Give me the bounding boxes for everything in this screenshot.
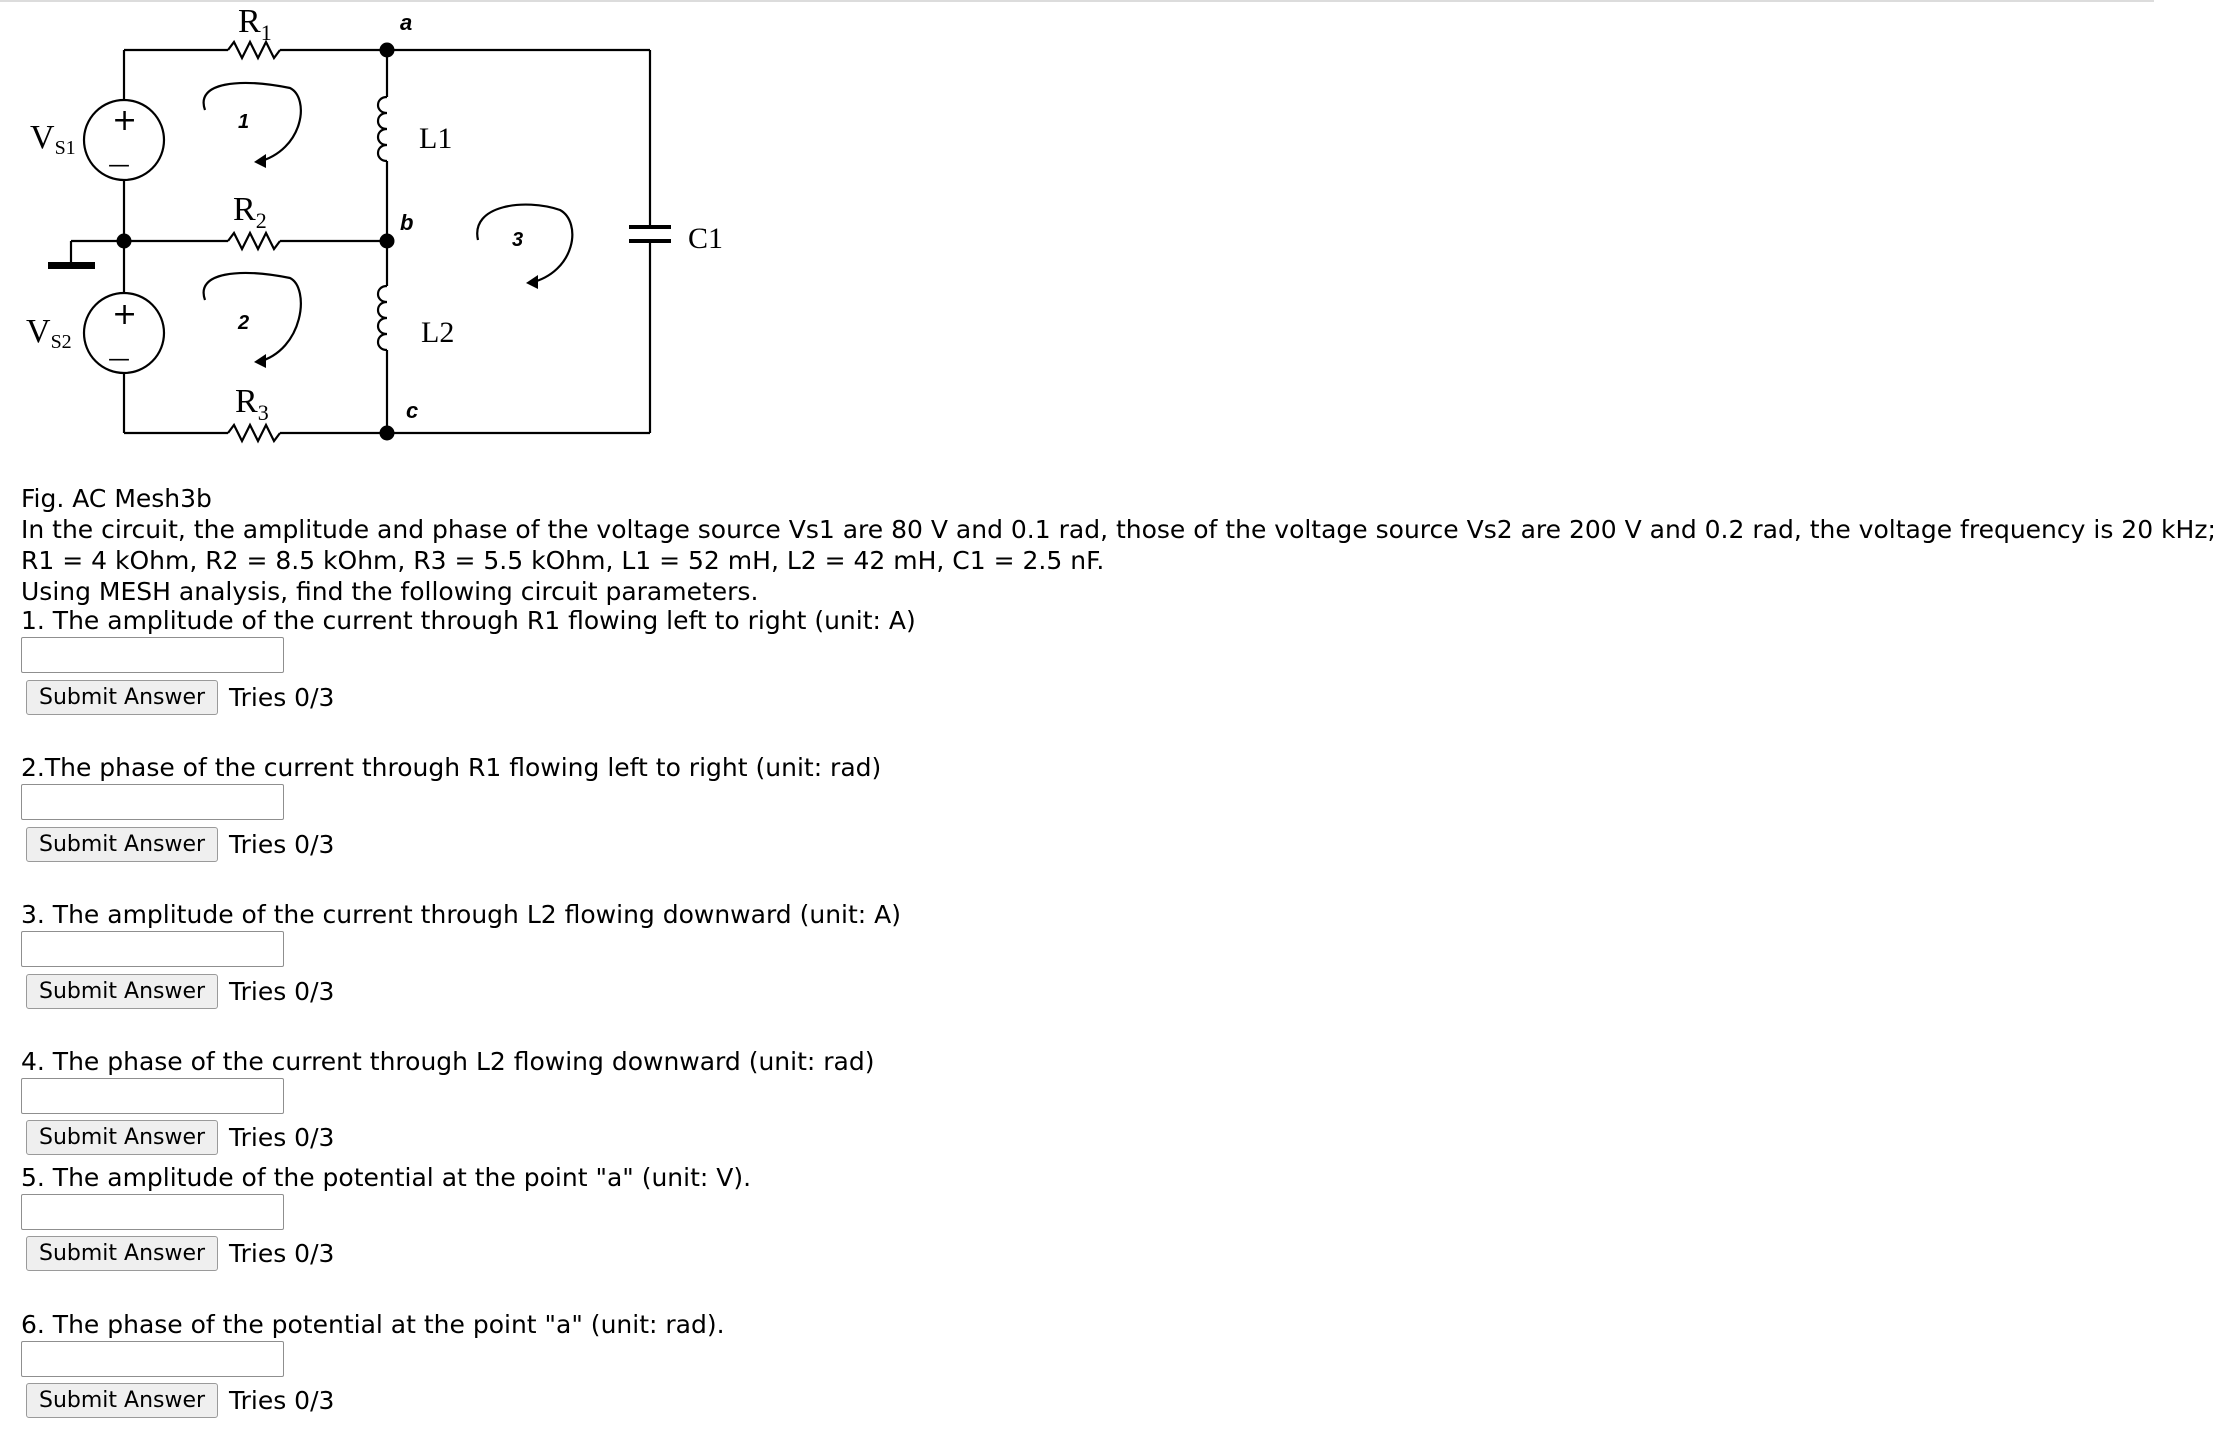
r1-resistor — [228, 42, 280, 58]
c1-plate-top — [629, 225, 671, 229]
circuit-diagram — [0, 0, 724, 450]
l1-inductor — [378, 97, 387, 161]
node-b-label: b — [400, 210, 414, 235]
question-6-submit-button[interactable]: Submit Answer — [26, 1383, 218, 1418]
l2-inductor — [378, 286, 387, 350]
question-1-answer-input[interactable] — [21, 637, 284, 673]
problem-statement — [21, 483, 2216, 607]
r2-label: $R_2$ — [233, 191, 267, 233]
question-6-answer-input[interactable] — [21, 1341, 284, 1377]
vs2-label: VS2 — [26, 313, 72, 353]
question-6-prompt: 6. The phase of the potential at the point "a" (unit: rad). — [21, 1310, 725, 1339]
question-4-prompt: 4. The phase of the current through L2 flowing downward (unit: rad) — [21, 1047, 875, 1076]
node-c-label: c — [406, 398, 419, 423]
question-3-submit-button[interactable]: Submit Answer — [26, 974, 218, 1009]
question-4-answer-input[interactable] — [21, 1078, 284, 1114]
r3-label: $R_3$ — [235, 383, 269, 425]
mesh1-loop — [204, 83, 301, 162]
question-3-prompt: 3. The amplitude of the current through L2 flowing downward (unit: A) — [21, 900, 902, 929]
node-c-dot — [380, 426, 395, 441]
node-a-label: a — [400, 10, 413, 35]
question-2-prompt: 2.The phase of the current through R1 flowing left to right (unit: rad) — [21, 753, 882, 782]
node-left-dot — [117, 234, 132, 249]
question-3-answer-input[interactable] — [21, 931, 284, 967]
mesh2-loop — [204, 273, 301, 362]
mesh1-arrowhead — [254, 154, 266, 168]
question-2-tries: Tries 0/3 — [229, 830, 335, 859]
question-1-tries: Tries 0/3 — [229, 683, 335, 712]
question-5-answer-input[interactable] — [21, 1194, 284, 1230]
l2-label: L2 — [421, 316, 455, 349]
mesh1-label: 1 — [238, 111, 250, 133]
r2-resistor — [228, 233, 280, 249]
question-2-answer-input[interactable] — [21, 784, 284, 820]
question-1-prompt: 1. The amplitude of the current through R1 flowing left to right (unit: A) — [21, 606, 916, 635]
question-5-submit-button[interactable]: Submit Answer — [26, 1236, 218, 1271]
statement-line-2: R1 = 4 kOhm, R2 = 8.5 kOhm, R3 = 5.5 kOhm, L1 = 52 mH, L2 = 42 mH, C1 = 2.5 nF. — [21, 546, 1105, 575]
question-5-prompt: 5. The amplitude of the potential at the point "a" (unit: V). — [21, 1163, 752, 1192]
r3-resistor — [228, 425, 280, 441]
mesh2-arrowhead — [254, 354, 266, 368]
statement-line-1: In the circuit, the amplitude and phase of the voltage source Vs1 are 80 V and 0.1 rad, those of the voltage source Vs2 are 200 V and 0.2 rad, the voltage frequency is 20 kHz; — [21, 515, 2216, 544]
question-6-tries: Tries 0/3 — [229, 1386, 335, 1415]
mesh2-label: 2 — [238, 312, 250, 334]
c1-label: C1 — [688, 222, 724, 255]
vs1-label: VS1 — [30, 119, 76, 159]
mesh3-label: 3 — [512, 229, 524, 251]
question-2-submit-button[interactable]: Submit Answer — [26, 827, 218, 862]
vs2-plus-sign: + — [112, 297, 138, 332]
vs1-minus-sign: — — [108, 153, 130, 178]
r1-label: $R_1$ — [238, 3, 272, 45]
vs2-minus-sign: — — [108, 347, 130, 372]
l1-label: L1 — [419, 122, 453, 155]
question-3-tries: Tries 0/3 — [229, 977, 335, 1006]
question-4-submit-button[interactable]: Submit Answer — [26, 1120, 218, 1155]
ground-bar — [48, 262, 95, 269]
figure-title: Fig. AC Mesh3b — [21, 484, 212, 513]
mesh3-loop — [477, 205, 572, 283]
mesh3-arrowhead — [526, 275, 538, 289]
node-a-dot — [380, 43, 395, 58]
instruction-text: Using MESH analysis, find the following circuit parameters. — [21, 577, 759, 606]
question-4-tries: Tries 0/3 — [229, 1123, 335, 1152]
c1-plate-bottom — [629, 239, 671, 243]
question-5-tries: Tries 0/3 — [229, 1239, 335, 1268]
node-b-dot — [380, 234, 395, 249]
vs1-plus-sign: + — [112, 103, 138, 138]
question-1-submit-button[interactable]: Submit Answer — [26, 680, 218, 715]
